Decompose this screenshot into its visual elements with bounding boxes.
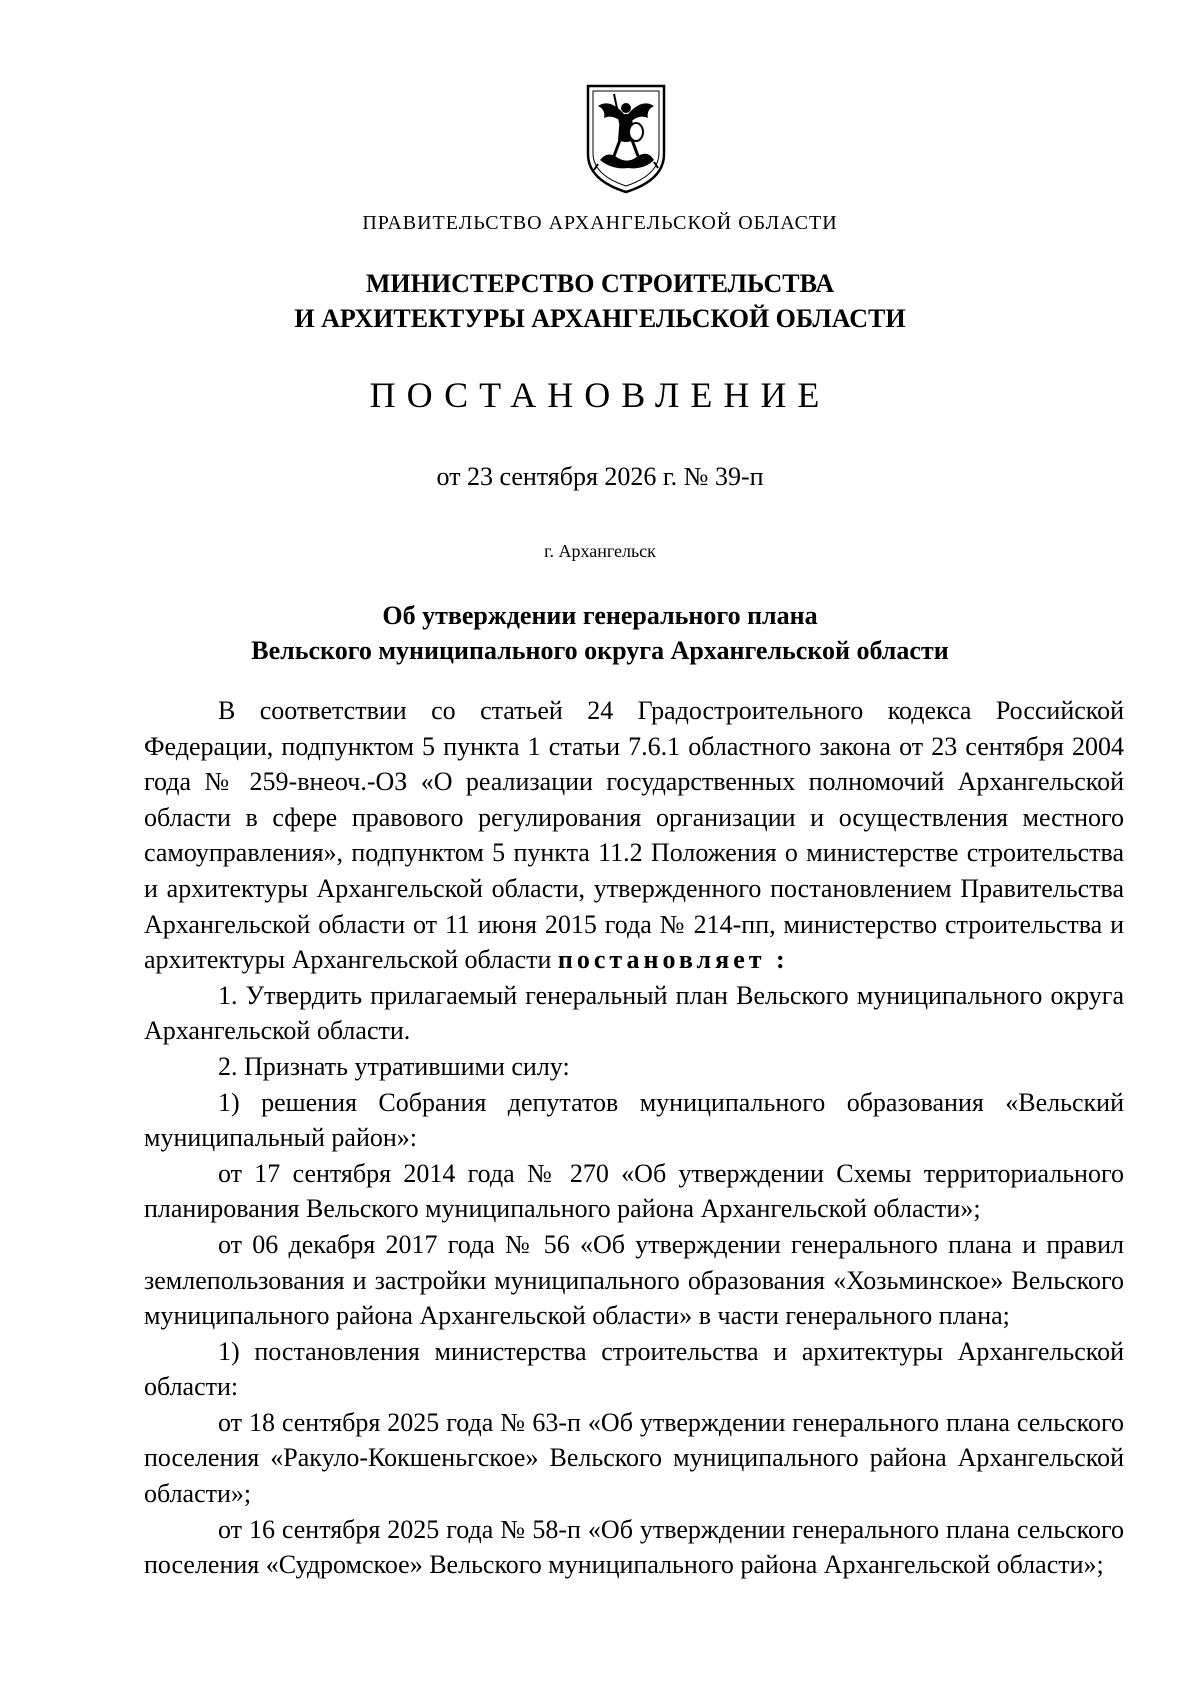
coat-of-arms-icon: [584, 84, 668, 194]
body-item: 1. Утвердить прилагаемый генеральный план Вельского муниципального округа Архангельской области.: [144, 980, 1124, 1046]
document-date-number: от 23 сентября 2026 г. № 39-п: [436, 462, 764, 491]
preamble-paragraph: [144, 693, 1124, 978]
document-subject: [0, 598, 1200, 668]
body-item: 1) решения Собрания депутатов муниципального образования «Вельский муниципальный район»:: [144, 1087, 1124, 1153]
body-item: от 18 сентября 2025 года № 63-п «Об утверждении генерального плана сельского поселения «Ракуло-Кокшеньгское» Вельского муниципального района Архангельской области»;: [144, 1407, 1124, 1509]
government-name: ПРАВИТЕЛЬСТВО АРХАНГЕЛЬСКОЙ ОБЛАСТИ: [362, 212, 838, 234]
body-item: от 06 декабря 2017 года № 56 «Об утверждении генерального плана и правил землепользования и застройки муниципального образования «Хозьминское» Вельского муниципального района Архангельской области» в части генерального плана;: [144, 1229, 1124, 1331]
decrees-word: постановляет: [557, 945, 766, 975]
decrees-colon: :: [765, 945, 789, 975]
subject-line-2: Вельского муниципального округа Архангельской области: [251, 636, 949, 665]
body-item: от 17 сентября 2014 года № 270 «Об утверждении Схемы территориального планирования Вельского муниципального района Архангельской области»;: [144, 1158, 1124, 1224]
document-body: [144, 693, 1124, 1583]
ministry-line-1: МИНИСТЕРСТВО СТРОИТЕЛЬСТВА: [365, 269, 835, 298]
subject-line-1: Об утверждении генерального плана: [382, 601, 818, 630]
body-item: 2. Признать утратившими силу:: [218, 1051, 570, 1081]
ministry-line-2: И АРХИТЕКТУРЫ АРХАНГЕЛЬСКОЙ ОБЛАСТИ: [294, 304, 906, 333]
ministry-name: [0, 266, 1200, 336]
preamble-text: В соответствии со статьей 24 Градостроительного кодекса Российской Федерации, подпунктом 5 пункта 1 статьи 7.6.1 областного закона от 23 сентября 2004 года № 259-внеоч.-ОЗ «О реализации государственных полномочий Архангельской области в сфере правового регулирования организации и осуществления местного самоуправления», подпунктом 5 пункта 11.2 Положения о министерстве строительства и архитектуры Архангельской области, утвержденного постановлением Правительства Архангельской области от 11 июня 2015 года № 214-пп, министерство строительства и архитектуры Архангельской области: [144, 696, 1124, 975]
body-item: от 16 сентября 2025 года № 58-п «Об утверждении генерального плана сельского поселения «Судромское» Вельского муниципального района Архангельской области»;: [144, 1514, 1124, 1580]
document-type: ПОСТАНОВЛЕНИЕ: [369, 375, 831, 415]
body-item: 1) постановления министерства строительства и архитектуры Архангельской области:: [144, 1336, 1124, 1402]
document-city: г. Архангельск: [544, 541, 656, 561]
